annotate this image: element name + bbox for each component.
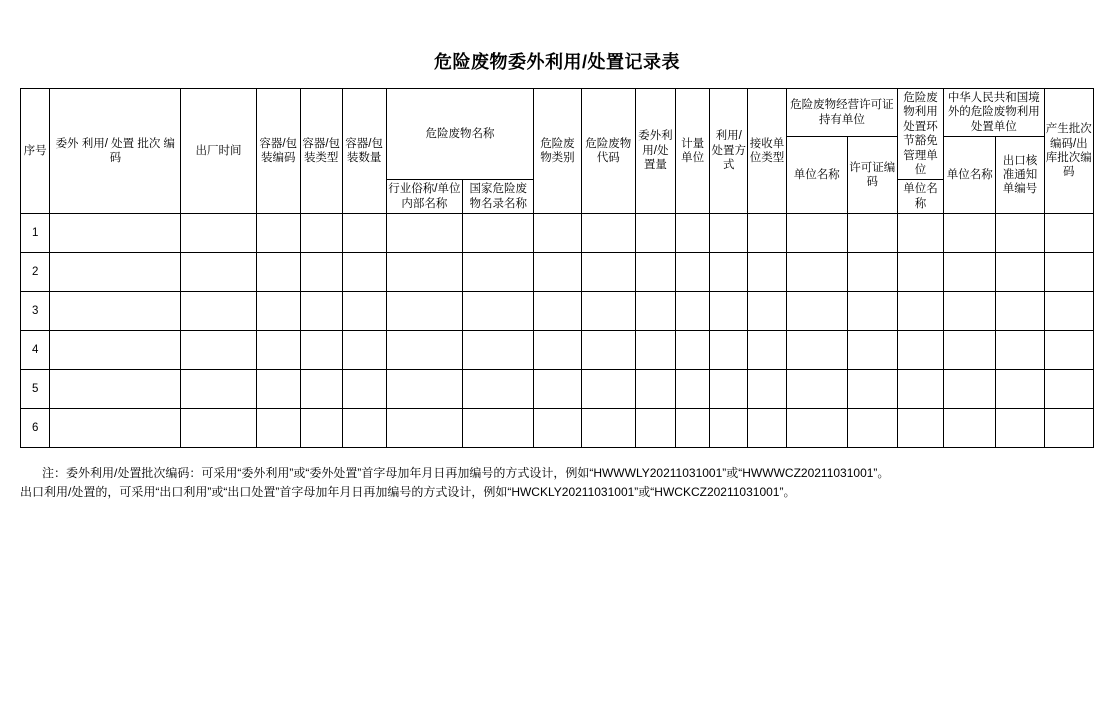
header-export-approval-no: 出口核准通知单编号 xyxy=(996,137,1044,214)
header-measure-unit: 计量单位 xyxy=(675,89,710,214)
cell-waste-name-industry[interactable] xyxy=(386,409,462,448)
cell-license-code[interactable] xyxy=(847,409,897,448)
cell-container-pack-code[interactable] xyxy=(256,331,300,370)
cell-license-code[interactable] xyxy=(847,214,897,253)
header-produce-batch-code: 产生批次编码/出库批次编码 xyxy=(1044,89,1093,214)
cell-overseas-unit-name[interactable] xyxy=(944,253,996,292)
cell-container-pack-code[interactable] xyxy=(256,370,300,409)
cell-use-dispose-method[interactable] xyxy=(710,331,748,370)
header-waste-code: 危险废物代码 xyxy=(581,89,635,214)
cell-container-pack-type[interactable] xyxy=(300,292,342,331)
cell-waste-category[interactable] xyxy=(534,214,581,253)
cell-batch-code[interactable] xyxy=(50,253,181,292)
cell-container-pack-qty[interactable] xyxy=(342,370,386,409)
cell-measure-unit[interactable] xyxy=(675,214,710,253)
cell-export-approval-no[interactable] xyxy=(996,253,1044,292)
row-seq: 6 xyxy=(21,409,50,448)
cell-factory-time[interactable] xyxy=(181,292,256,331)
cell-license-code[interactable] xyxy=(847,331,897,370)
cell-receiver-unit-type[interactable] xyxy=(748,292,787,331)
cell-export-approval-no[interactable] xyxy=(996,409,1044,448)
page-title: 危险废物委外利用/处置记录表 xyxy=(434,52,680,72)
cell-waste-name-national[interactable] xyxy=(463,253,534,292)
cell-license-code[interactable] xyxy=(847,253,897,292)
cell-factory-time[interactable] xyxy=(181,409,256,448)
table-row xyxy=(21,292,1094,331)
header-overseas-unit-name: 单位名称 xyxy=(944,137,996,214)
cell-overseas-unit-name[interactable] xyxy=(944,214,996,253)
cell-use-dispose-method[interactable] xyxy=(710,370,748,409)
cell-waste-code[interactable] xyxy=(581,292,635,331)
cell-outsource-qty[interactable] xyxy=(636,253,676,292)
row-seq: 5 xyxy=(21,370,50,409)
table-row xyxy=(21,409,1094,448)
cell-batch-code[interactable] xyxy=(50,331,181,370)
cell-container-pack-qty[interactable] xyxy=(342,331,386,370)
cell-overseas-unit-name[interactable] xyxy=(944,370,996,409)
cell-waste-name-national[interactable] xyxy=(463,409,534,448)
cell-export-approval-no[interactable] xyxy=(996,370,1044,409)
table-row xyxy=(21,331,1094,370)
cell-container-pack-type[interactable] xyxy=(300,214,342,253)
table-row xyxy=(21,370,1094,409)
cell-batch-code[interactable] xyxy=(50,292,181,331)
cell-produce-batch-code[interactable] xyxy=(1044,331,1093,370)
header-waste-name-national: 国家危险废物名录名称 xyxy=(463,180,534,214)
cell-waste-category[interactable] xyxy=(534,253,581,292)
cell-measure-unit[interactable] xyxy=(675,253,710,292)
header-seq: 序号 xyxy=(21,89,50,214)
row-seq: 2 xyxy=(21,253,50,292)
header-factory-time: 出厂时间 xyxy=(181,89,256,214)
cell-container-pack-qty[interactable] xyxy=(342,253,386,292)
cell-produce-batch-code[interactable] xyxy=(1044,214,1093,253)
cell-export-approval-no[interactable] xyxy=(996,214,1044,253)
cell-produce-batch-code[interactable] xyxy=(1044,409,1093,448)
cell-license-code[interactable] xyxy=(847,292,897,331)
cell-measure-unit[interactable] xyxy=(675,292,710,331)
cell-export-approval-no[interactable] xyxy=(996,331,1044,370)
footnote-line-2: 出口利用/处置的，可采用“出口利用”或“出口处置”首字母加年月日再加编号的方式设计，例如“HWCKLY20211031001”或“HWCKCZ20211031001”。 xyxy=(20,485,796,500)
cell-factory-time[interactable] xyxy=(181,214,256,253)
cell-waste-name-national[interactable] xyxy=(463,370,534,409)
header-license-holder-group: 危险废物经营许可证持有单位 xyxy=(786,89,897,137)
cell-batch-code[interactable] xyxy=(50,214,181,253)
header-exempt-mgmt-unit: 危险废物利用处置环节豁免管理单位 xyxy=(897,89,943,180)
cell-waste-code[interactable] xyxy=(581,214,635,253)
cell-waste-name-industry[interactable] xyxy=(386,292,462,331)
cell-license-holder-unit-name[interactable] xyxy=(786,292,847,331)
cell-waste-code[interactable] xyxy=(581,253,635,292)
cell-exempt-mgmt-unit-name[interactable] xyxy=(897,370,943,409)
cell-receiver-unit-type[interactable] xyxy=(748,370,787,409)
cell-factory-time[interactable] xyxy=(181,331,256,370)
cell-waste-category[interactable] xyxy=(534,331,581,370)
cell-container-pack-type[interactable] xyxy=(300,253,342,292)
cell-waste-category[interactable] xyxy=(534,409,581,448)
header-use-dispose-method: 利用/处置方式 xyxy=(710,89,748,214)
header-license-code: 许可证编码 xyxy=(847,137,897,214)
cell-factory-time[interactable] xyxy=(181,253,256,292)
cell-license-holder-unit-name[interactable] xyxy=(786,370,847,409)
cell-outsource-qty[interactable] xyxy=(636,331,676,370)
cell-receiver-unit-type[interactable] xyxy=(748,409,787,448)
cell-exempt-mgmt-unit-name[interactable] xyxy=(897,292,943,331)
cell-waste-name-industry[interactable] xyxy=(386,253,462,292)
cell-waste-name-national[interactable] xyxy=(463,292,534,331)
footnote-line-1: 注：委外利用/处置批次编码：可采用“委外利用”或“委外处置”首字母加年月日再加编号的方式设计，例如“HWWWLY20211031001”或“HWWWCZ20211031001”。 xyxy=(42,466,890,480)
cell-container-pack-qty[interactable] xyxy=(342,292,386,331)
cell-use-dispose-method[interactable] xyxy=(710,292,748,331)
cell-use-dispose-method[interactable] xyxy=(710,253,748,292)
cell-overseas-unit-name[interactable] xyxy=(944,292,996,331)
header-batch-code: 委外 利用/ 处置 批次 编码 xyxy=(50,89,181,214)
cell-produce-batch-code[interactable] xyxy=(1044,253,1093,292)
cell-exempt-mgmt-unit-name[interactable] xyxy=(897,331,943,370)
cell-batch-code[interactable] xyxy=(50,370,181,409)
cell-produce-batch-code[interactable] xyxy=(1044,370,1093,409)
cell-receiver-unit-type[interactable] xyxy=(748,214,787,253)
footnotes xyxy=(20,448,1094,502)
cell-use-dispose-method[interactable] xyxy=(710,409,748,448)
row-seq: 1 xyxy=(21,214,50,253)
header-waste-category: 危险废物类别 xyxy=(534,89,581,214)
row-seq: 4 xyxy=(21,331,50,370)
cell-container-pack-code[interactable] xyxy=(256,253,300,292)
cell-measure-unit[interactable] xyxy=(675,370,710,409)
cell-container-pack-type[interactable] xyxy=(300,409,342,448)
cell-waste-name-industry[interactable] xyxy=(386,370,462,409)
cell-container-pack-type[interactable] xyxy=(300,331,342,370)
header-container-pack-qty: 容器/包装数量 xyxy=(342,89,386,214)
header-waste-name-industry: 行业俗称/单位内部名称 xyxy=(386,180,462,214)
cell-waste-code[interactable] xyxy=(581,331,635,370)
cell-waste-name-industry[interactable] xyxy=(386,214,462,253)
cell-outsource-qty[interactable] xyxy=(636,370,676,409)
cell-factory-time[interactable] xyxy=(181,370,256,409)
header-overseas-group: 中华人民共和国境外的危险废物利用处置单位 xyxy=(944,89,1045,137)
cell-container-pack-qty[interactable] xyxy=(342,214,386,253)
cell-waste-category[interactable] xyxy=(534,370,581,409)
header-receiver-unit-type: 接收单位类型 xyxy=(748,89,787,214)
cell-waste-code[interactable] xyxy=(581,409,635,448)
hazardous-waste-record-table xyxy=(20,88,1094,448)
cell-license-holder-unit-name[interactable] xyxy=(786,214,847,253)
cell-waste-code[interactable] xyxy=(581,370,635,409)
cell-license-holder-unit-name[interactable] xyxy=(786,409,847,448)
cell-exempt-mgmt-unit-name[interactable] xyxy=(897,214,943,253)
cell-outsource-qty[interactable] xyxy=(636,214,676,253)
cell-measure-unit[interactable] xyxy=(675,409,710,448)
cell-container-pack-code[interactable] xyxy=(256,409,300,448)
header-container-pack-code: 容器/包装编码 xyxy=(256,89,300,214)
cell-license-code[interactable] xyxy=(847,370,897,409)
cell-container-pack-qty[interactable] xyxy=(342,409,386,448)
cell-container-pack-type[interactable] xyxy=(300,370,342,409)
cell-receiver-unit-type[interactable] xyxy=(748,253,787,292)
cell-outsource-qty[interactable] xyxy=(636,409,676,448)
table-header-row-1 xyxy=(21,89,1094,137)
cell-exempt-mgmt-unit-name[interactable] xyxy=(897,409,943,448)
cell-outsource-qty[interactable] xyxy=(636,292,676,331)
cell-waste-name-national[interactable] xyxy=(463,331,534,370)
header-outsource-qty: 委外利用/处置量 xyxy=(636,89,676,214)
row-seq: 3 xyxy=(21,292,50,331)
cell-exempt-mgmt-unit-name[interactable] xyxy=(897,253,943,292)
cell-export-approval-no[interactable] xyxy=(996,292,1044,331)
cell-measure-unit[interactable] xyxy=(675,331,710,370)
cell-license-holder-unit-name[interactable] xyxy=(786,253,847,292)
cell-overseas-unit-name[interactable] xyxy=(944,331,996,370)
cell-produce-batch-code[interactable] xyxy=(1044,292,1093,331)
header-waste-name-group: 危险废物名称 xyxy=(386,89,534,180)
cell-overseas-unit-name[interactable] xyxy=(944,409,996,448)
cell-batch-code[interactable] xyxy=(50,409,181,448)
cell-use-dispose-method[interactable] xyxy=(710,214,748,253)
cell-container-pack-code[interactable] xyxy=(256,214,300,253)
table-row xyxy=(21,214,1094,253)
table-row xyxy=(21,253,1094,292)
header-container-pack-type: 容器/包装类型 xyxy=(300,89,342,214)
cell-receiver-unit-type[interactable] xyxy=(748,331,787,370)
cell-waste-name-industry[interactable] xyxy=(386,331,462,370)
header-exempt-mgmt-unit-name: 单位名称 xyxy=(897,180,943,214)
table-body xyxy=(21,214,1094,448)
cell-container-pack-code[interactable] xyxy=(256,292,300,331)
cell-waste-name-national[interactable] xyxy=(463,214,534,253)
header-license-holder-unit-name: 单位名称 xyxy=(786,137,847,214)
cell-waste-category[interactable] xyxy=(534,292,581,331)
cell-license-holder-unit-name[interactable] xyxy=(786,331,847,370)
